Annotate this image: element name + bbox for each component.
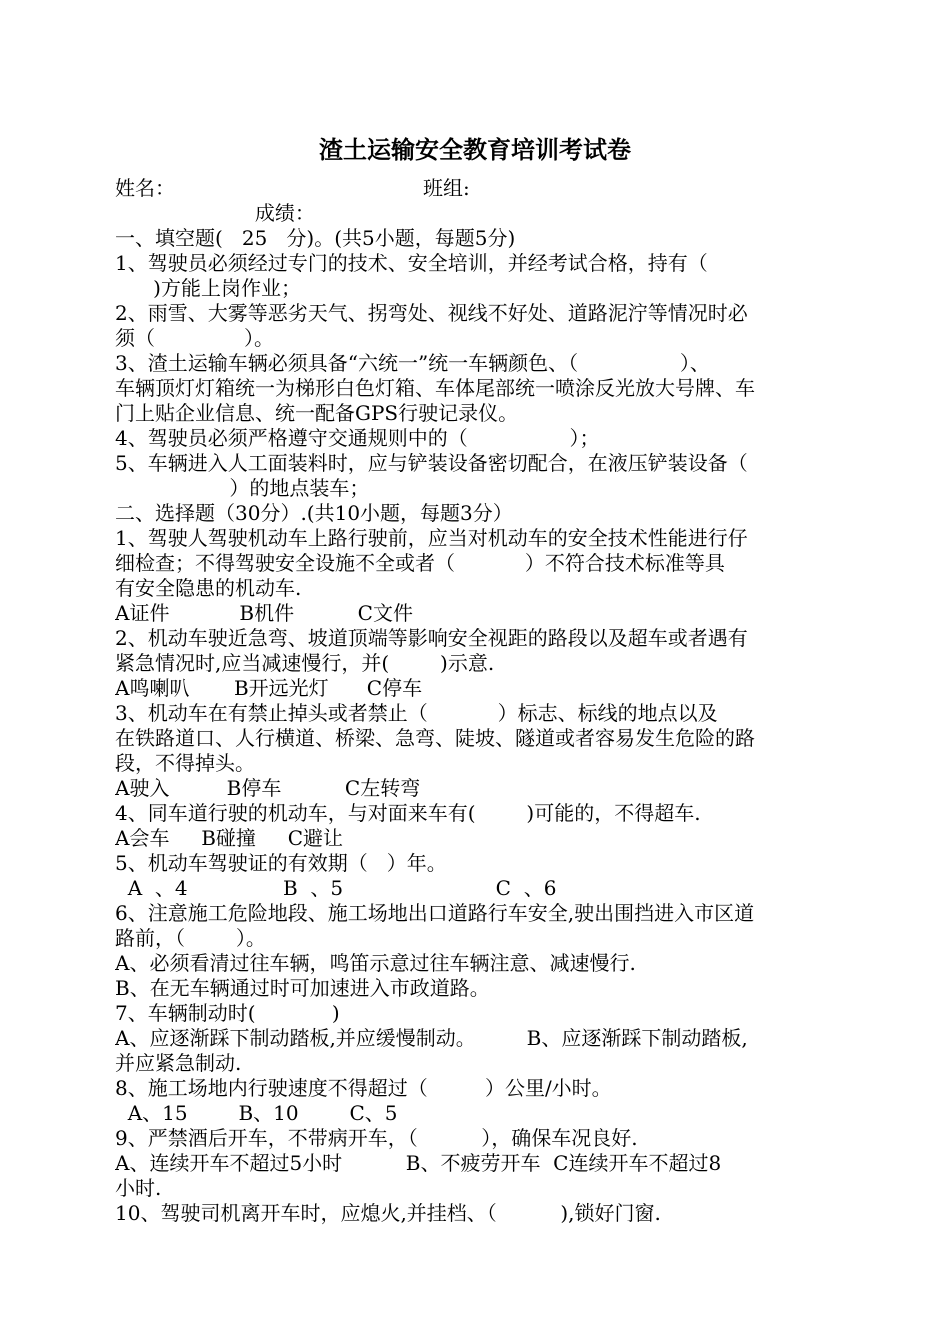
choice-q3-line3: 段，不得掉头。 (115, 751, 255, 775)
choice-q3-line2: 在铁路道口、人行横道、桥梁、急弯、陡坡、隧道或者容易发生危险的路 (115, 726, 755, 750)
fill-q3-line2: 车辆顶灯灯箱统一为梯形白色灯箱、车体尾部统一喷涂反光放大号牌、车 (115, 376, 755, 400)
fill-q2-line1: 2、雨雪、大雾等恶劣天气、拐弯处、视线不好处、道路泥泞等情况时必 (115, 301, 748, 325)
fill-q1-line1: 1、驾驶员必须经过专门的技术、安全培训，并经考试合格，持有（ (115, 251, 708, 275)
choice-q5-line: 5、机动车驾驶证的有效期（ ）年。 (115, 851, 447, 875)
fill-q5-line2: ）的地点装车； (115, 476, 370, 500)
section-choice-heading: 二、选择题（30分）.(共10小题，每题3分） (115, 501, 513, 525)
choice-q9-options-line1: A、连续开车不超过5小时 B、不疲劳开车 C连续开车不超过8 (115, 1151, 722, 1175)
fill-q1-line2: )方能上岗作业； (115, 276, 301, 300)
choice-q9-line: 9、严禁酒后开车，不带病开车，（ ），确保车况良好. (115, 1126, 638, 1150)
name-class-line: 姓名： 班组: (115, 176, 470, 200)
choice-q7-options-line2: 并应紧急制动. (115, 1051, 242, 1075)
fill-q5-line1: 5、车辆进入人工面装料时，应与铲装设备密切配合，在液压铲装设备（ (115, 451, 748, 475)
choice-q9-options-line2: 小时. (115, 1176, 162, 1200)
choice-q4-line: 4、同车道行驶的机动车，与对面来车有( )可能的，不得超车. (115, 801, 701, 825)
choice-q6-line2: 路前，（ ）。 (115, 926, 266, 950)
choice-q1-line2: 细检查；不得驾驶安全设施不全或者（ ）不符合技术标准等具 (115, 551, 725, 575)
choice-q2-options: A鸣喇叭 B开远光灯 C停车 (115, 676, 423, 700)
choice-q3-options: A驶入 B停车 C左转弯 (115, 776, 421, 800)
fill-q4-line: 4、驾驶员必须严格遵守交通规则中的（ ）； (115, 426, 600, 450)
choice-q4-options: A会车 B碰撞 C避让 (115, 826, 344, 850)
exam-title: 渣土运输安全教育培训考试卷 (319, 135, 631, 164)
section-fill-heading: 一、填空题( 25 分)。(共5小题，每题5分) (115, 226, 516, 250)
choice-q8-line: 8、施工场地内行驶速度不得超过（ ）公里/小时。 (115, 1076, 612, 1100)
fill-q3-line1: 3、渣土运输车辆必须具备“六统一”统一车辆颜色、（ ）、 (115, 351, 710, 375)
choice-q6-option-a: A、必须看清过往车辆，鸣笛示意过往车辆注意、减速慢行. (115, 951, 636, 975)
choice-q7-options-line1: A、应逐渐踩下制动踏板,并应缓慢制动。 B、应逐渐踩下制动踏板, (115, 1026, 748, 1050)
choice-q1-line3: 有安全隐患的机动车. (115, 576, 302, 600)
choice-q2-line2: 紧急情况时,应当减速慢行，并( )示意. (115, 651, 495, 675)
choice-q6-line1: 6、注意施工危险地段、施工场地出口道路行车安全,驶出围挡进入市区道 (115, 901, 755, 925)
choice-q2-line1: 2、机动车驶近急弯、坡道顶端等影响安全视距的路段以及超车或者遇有 (115, 626, 748, 650)
fill-q2-line2: 须（ ）。 (115, 326, 275, 350)
choice-q1-line1: 1、驾驶人驾驶机动车上路行驶前，应当对机动车的安全技术性能进行仔 (115, 526, 748, 550)
choice-q3-line1: 3、机动车在有禁止掉头或者禁止（ ）标志、标线的地点以及 (115, 701, 718, 725)
choice-q8-options: A、15 B、10 C、5 (115, 1101, 398, 1125)
choice-q7-line: 7、车辆制动时( ) (115, 1001, 340, 1025)
choice-q1-options: A证件 B机件 C文件 (115, 601, 413, 625)
choice-q10-line: 10、驾驶司机离开车时，应熄火,并挂档、（ ),锁好门窗. (115, 1201, 661, 1225)
choice-q6-option-b: B、在无车辆通过时可加速进入市政道路。 (115, 976, 490, 1000)
score-line: 成绩： (115, 201, 315, 225)
fill-q3-line3: 门上贴企业信息、统一配备GPS行驶记录仪。 (115, 401, 519, 425)
choice-q5-options: A 、4 B 、5 C 、6 (115, 876, 557, 900)
